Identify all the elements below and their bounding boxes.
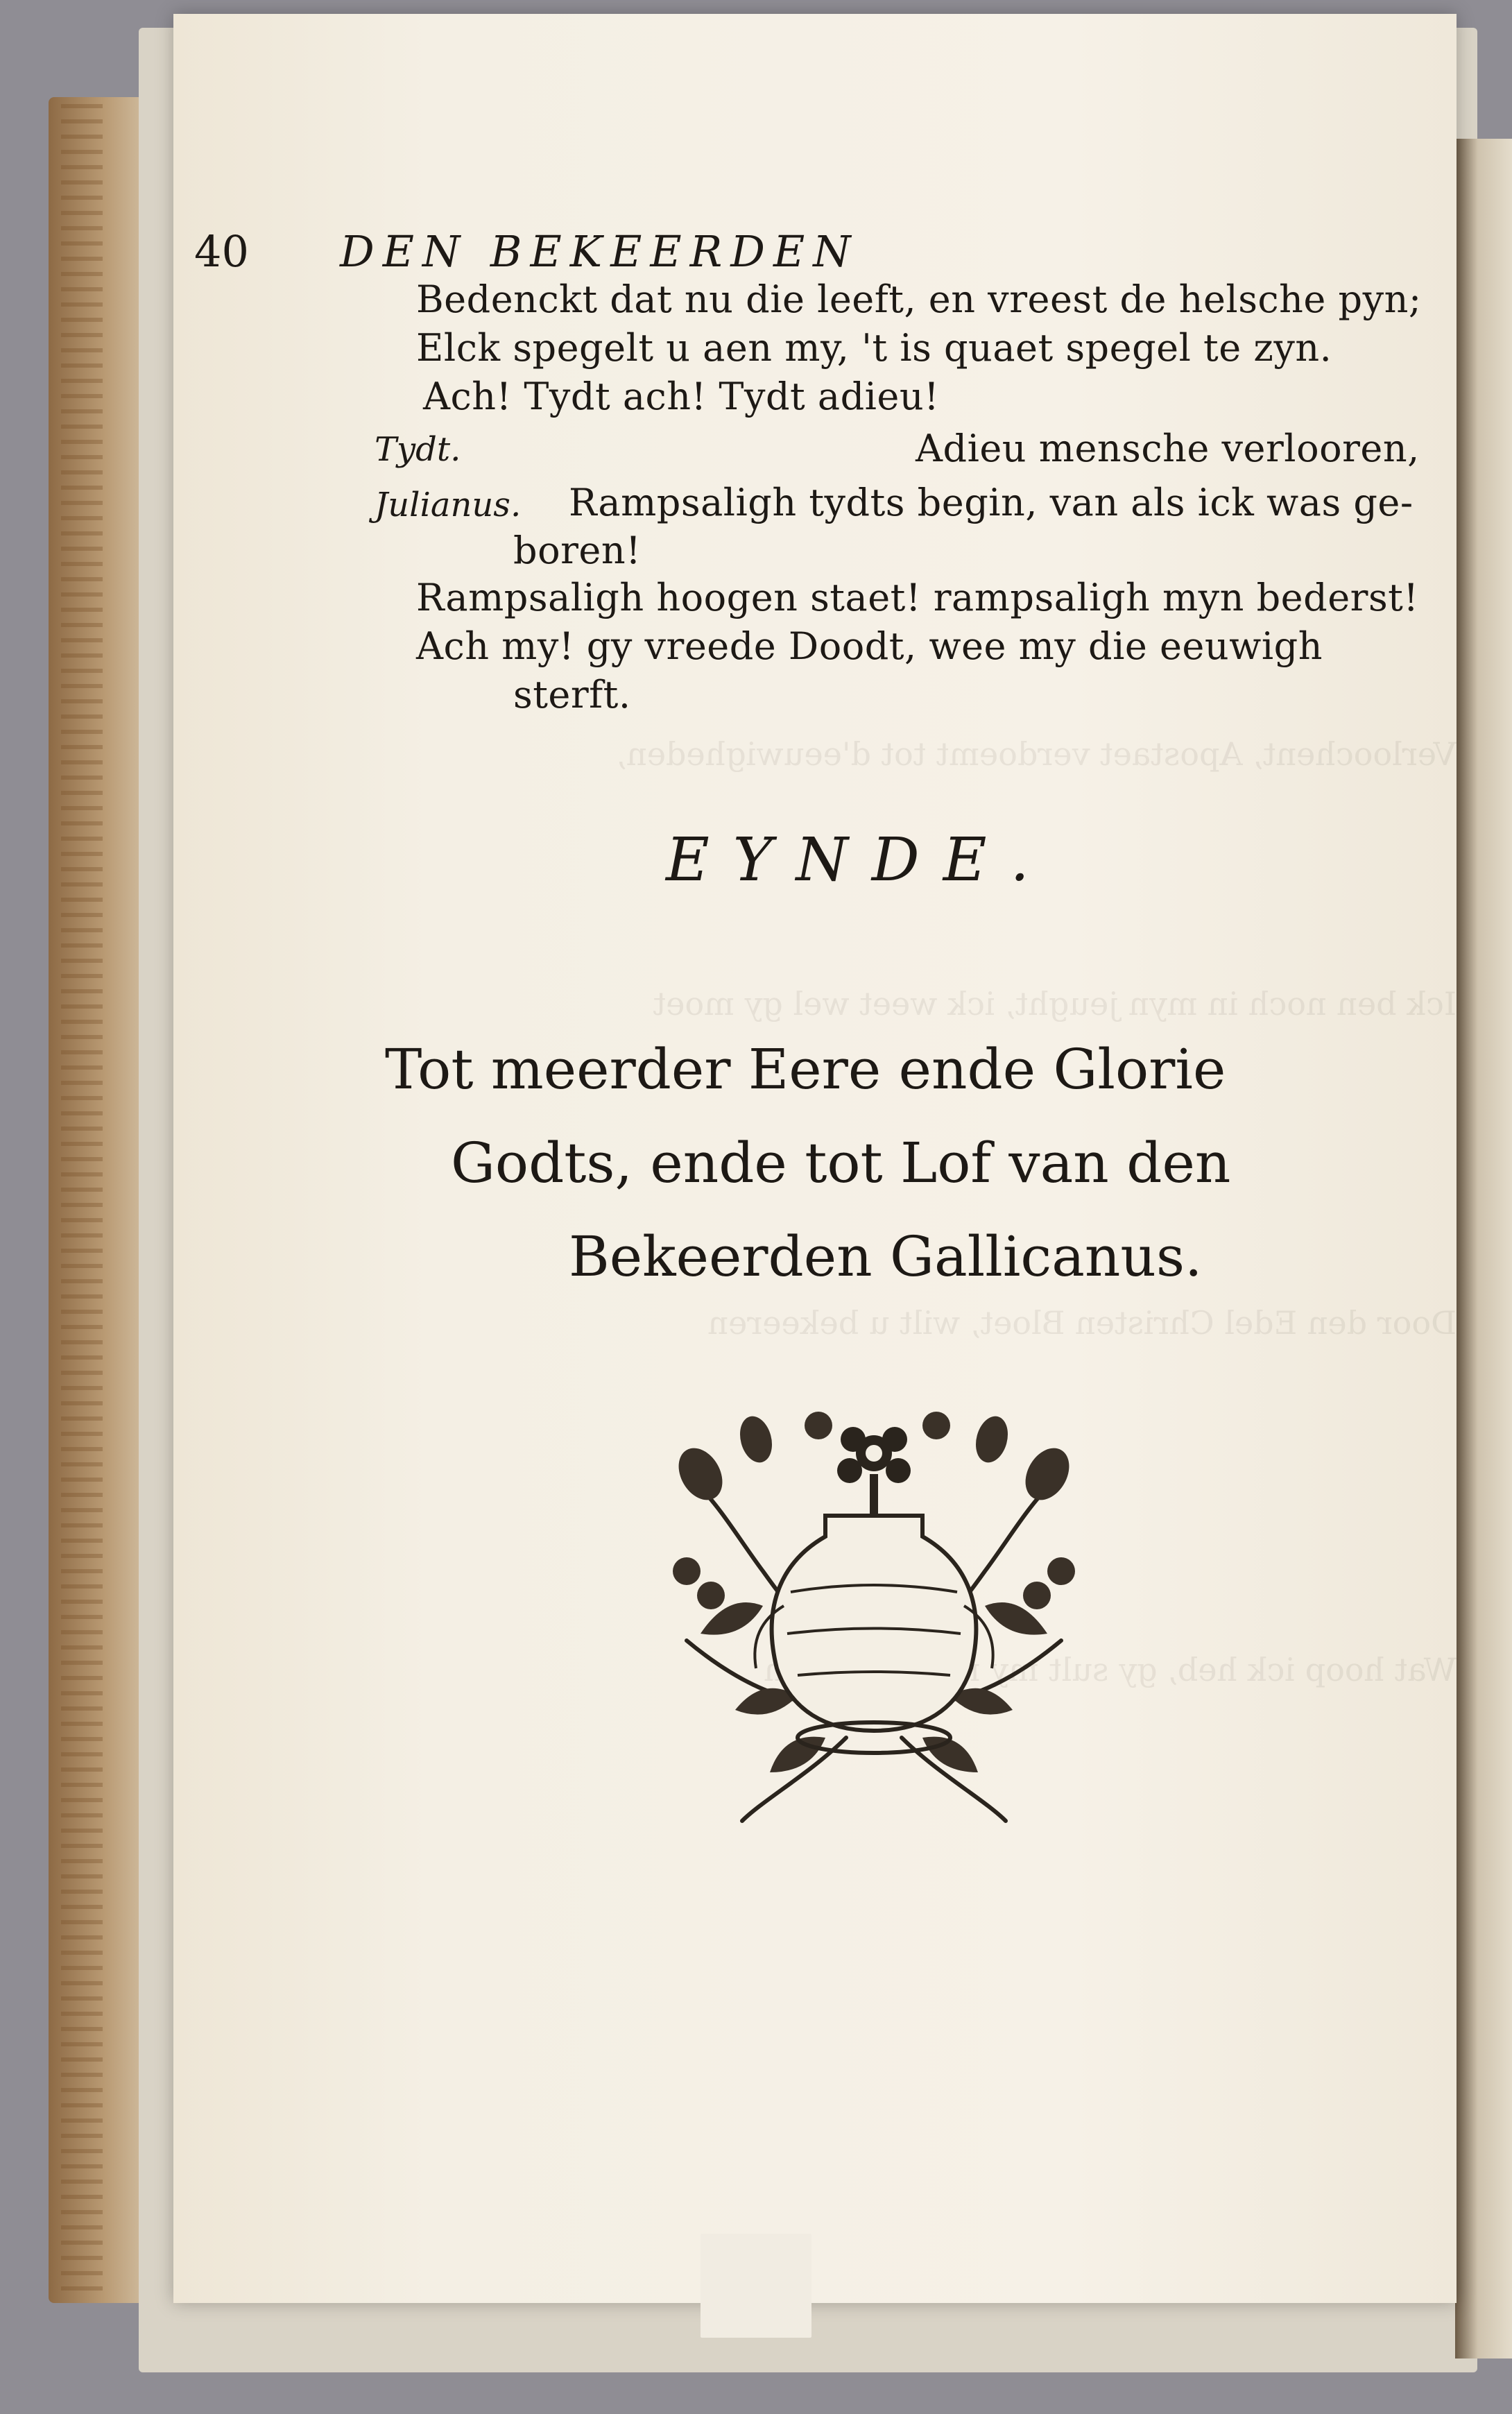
page-marker-tab — [701, 2234, 811, 2338]
verse-line: Elck spegelt u aen my, 't is quaet spegel te zyn. — [416, 326, 1332, 370]
ending-heading: EYNDE. — [666, 825, 1053, 895]
verse-line: Rampsaligh tydts begin, van als ick was ge- — [569, 481, 1414, 524]
verse-line: boren! — [513, 529, 642, 572]
verse-line: Ach! Tydt ach! Tydt adieu! — [423, 375, 940, 418]
verse-speaker: Julianus. — [375, 486, 522, 524]
facing-page-edge — [1455, 139, 1512, 2359]
verse-speaker: Tydt. — [375, 430, 461, 469]
flower-vase-icon — [659, 1412, 1089, 1828]
page-number: 40 — [194, 226, 249, 277]
doxology-line: Bekeerden Gallicanus. — [569, 1224, 1203, 1289]
verse-line: Ach my! gy vreede Doodt, wee my die eeuwigh — [416, 624, 1323, 668]
verse-line: Rampsaligh hoogen staet! rampsaligh myn bederst! — [416, 576, 1419, 619]
verse-line: Bedenckt dat nu die leeft, en vreest de helsche pyn; — [416, 277, 1422, 321]
verse-line: Adieu mensche verlooren, — [916, 427, 1420, 470]
doxology-line: Tot meerder Eere ende Glorie — [385, 1037, 1226, 1102]
doxology-line: Godts, ende tot Lof van den — [451, 1131, 1231, 1195]
running-head-title: DEN BEKEERDEN — [340, 226, 859, 277]
verse-line: sterft. — [513, 673, 631, 717]
